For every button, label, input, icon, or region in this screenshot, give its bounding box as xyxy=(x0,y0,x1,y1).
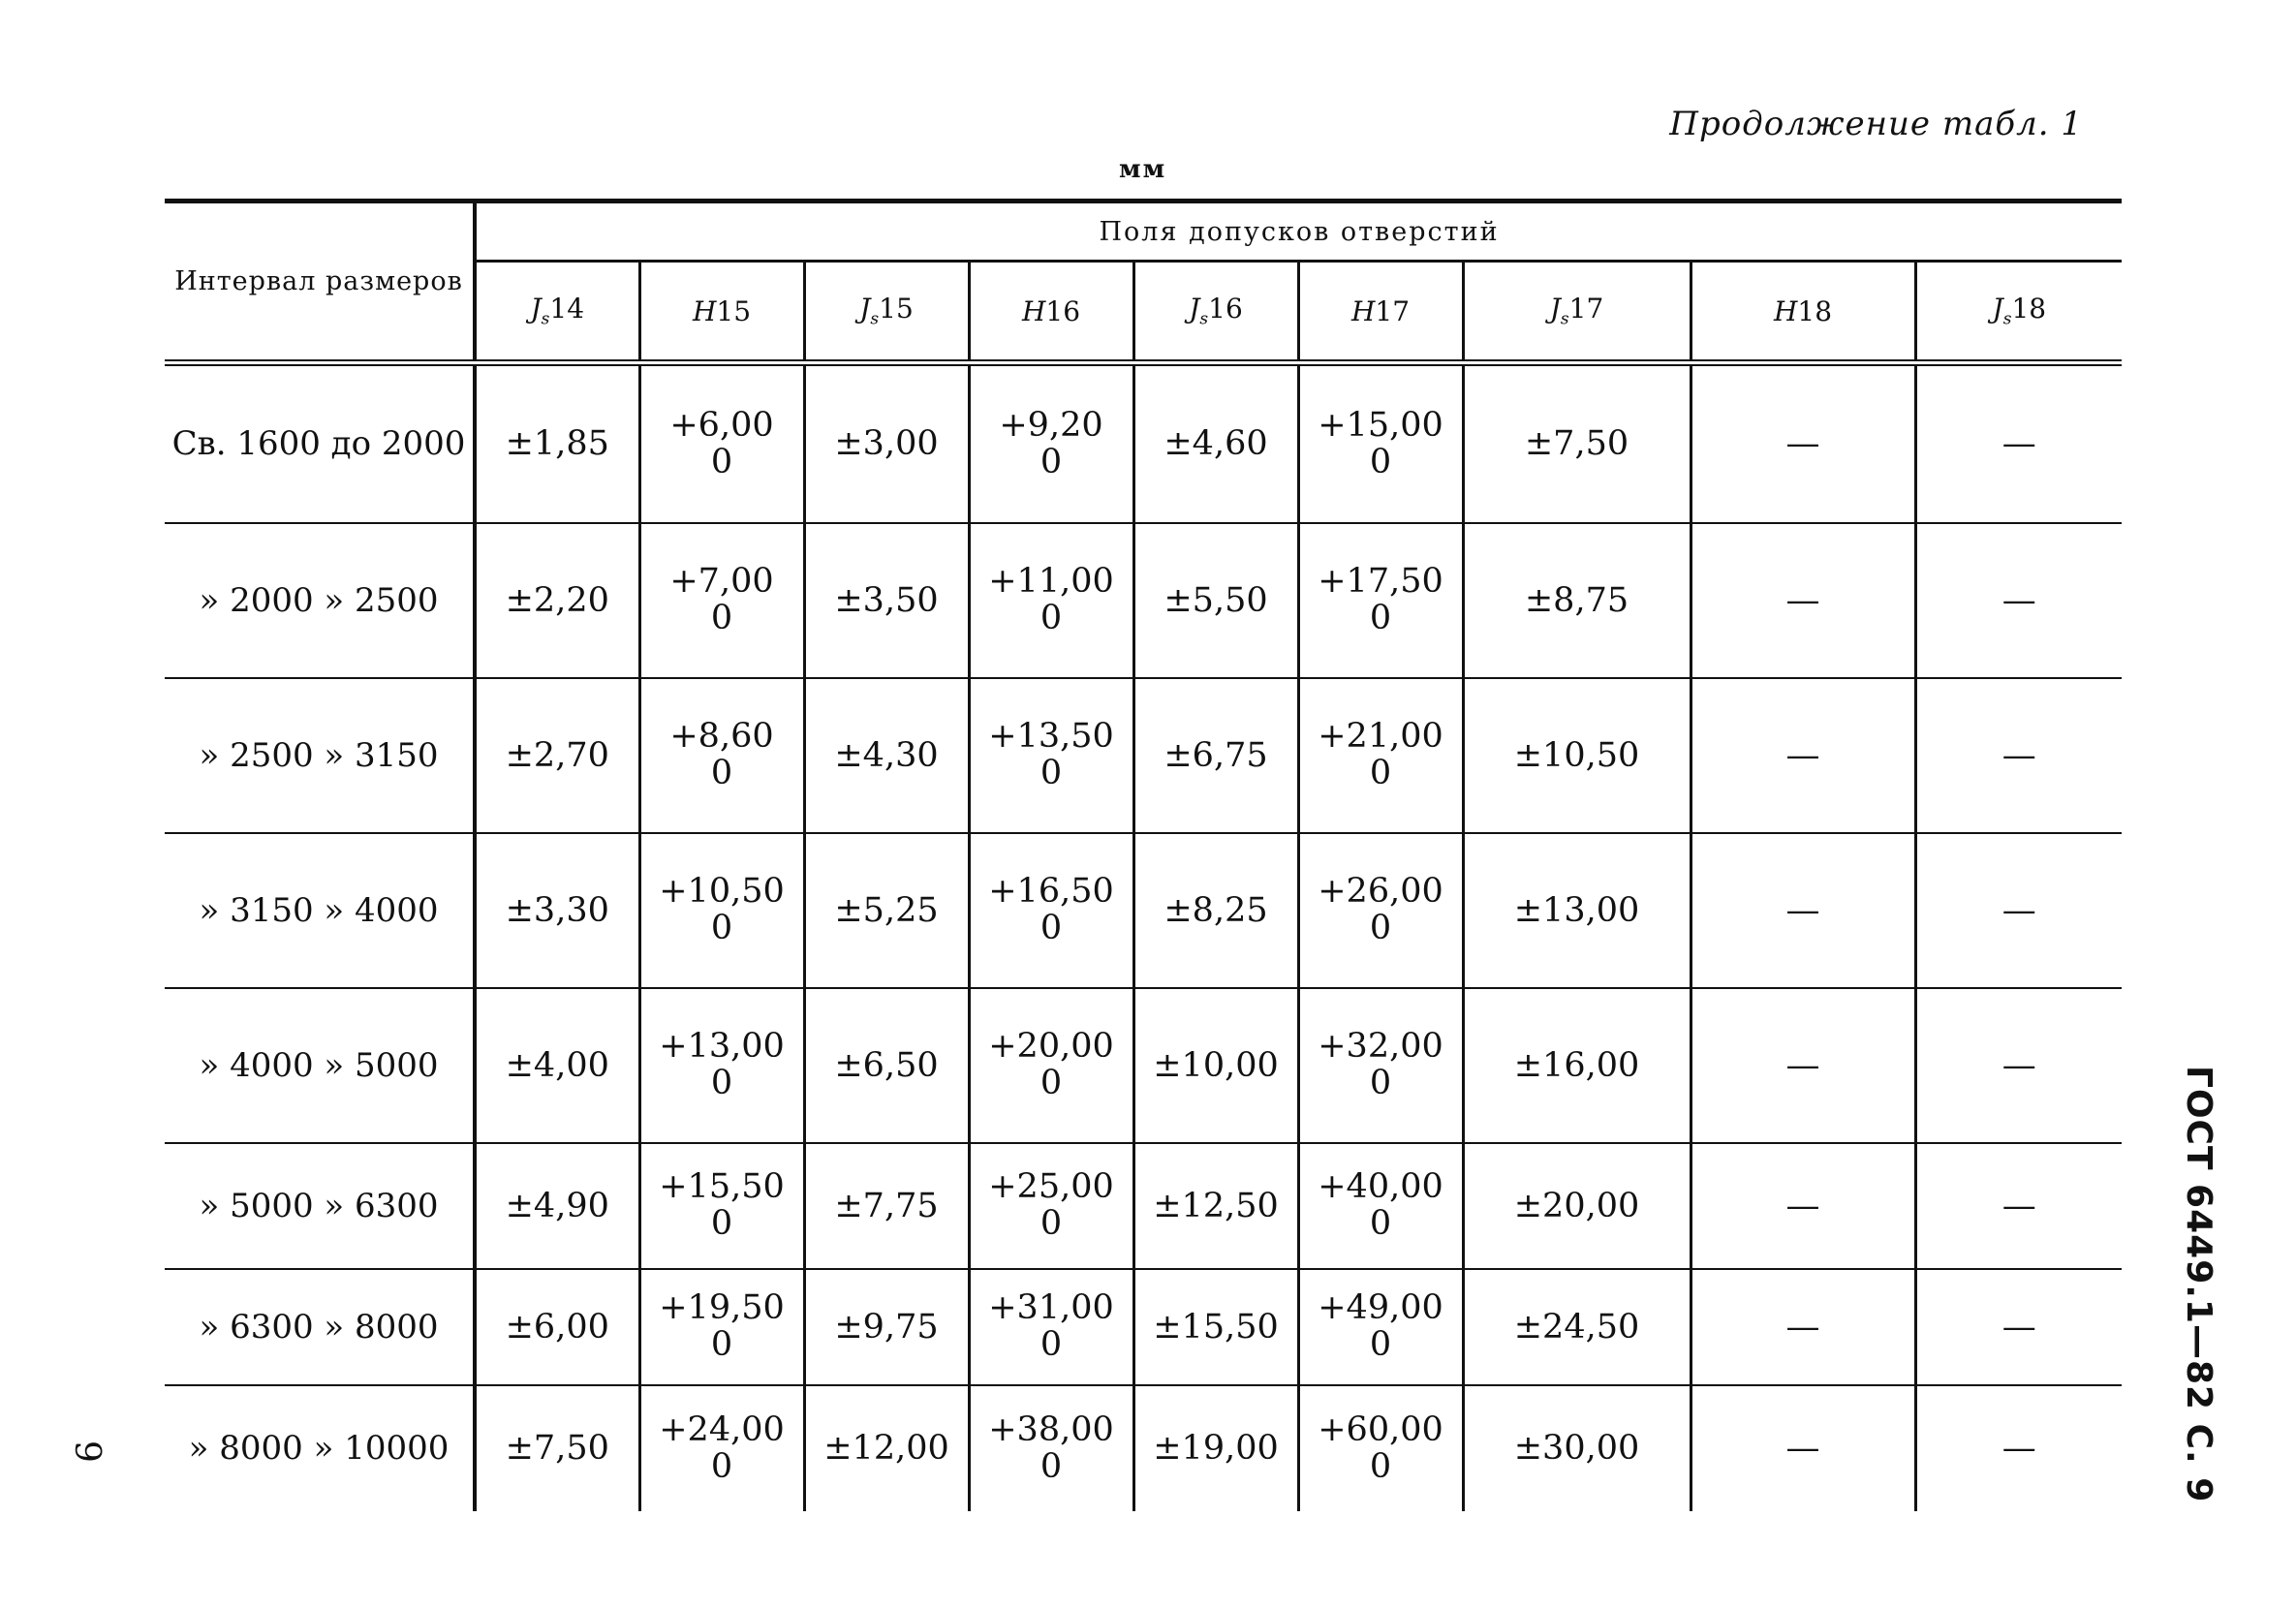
table-row xyxy=(165,523,2122,678)
tolerance-cell-h15: +10,50 0 xyxy=(639,833,804,988)
tolerance-cell-h16: +11,00 0 xyxy=(969,523,1133,678)
tolerance-cell-js17: ±10,50 xyxy=(1463,678,1691,833)
tolerance-cell-js17: ±30,00 xyxy=(1463,1385,1691,1511)
interval-cell: » 3150 » 4000 xyxy=(165,833,475,988)
tolerance-cell-h16: +20,00 0 xyxy=(969,988,1133,1143)
interval-cell: » 8000 » 10000 xyxy=(165,1385,475,1511)
tolerance-cell-h18: — xyxy=(1691,678,1915,833)
tolerance-cell-js14: ±4,90 xyxy=(475,1143,639,1269)
table-row xyxy=(165,678,2122,833)
table-row xyxy=(165,363,2122,523)
continuation-caption: Продолжение табл. 1 xyxy=(1669,105,2083,143)
tolerance-cell-js14: ±2,20 xyxy=(475,523,639,678)
tolerance-cell-js18: — xyxy=(1915,1269,2122,1385)
interval-cell: » 2000 » 2500 xyxy=(165,523,475,678)
tolerance-cell-h16: +9,20 0 xyxy=(969,363,1133,523)
tolerance-cell-js14: ±1,85 xyxy=(475,363,639,523)
tolerance-cell-h17: +21,00 0 xyxy=(1298,678,1463,833)
tolerance-cell-h16: +31,00 0 xyxy=(969,1269,1133,1385)
tolerance-cell-js17: ±20,00 xyxy=(1463,1143,1691,1269)
column-header: H17 xyxy=(1298,262,1463,363)
table-row xyxy=(165,1143,2122,1269)
tolerance-cell-h17: +40,00 0 xyxy=(1298,1143,1463,1269)
tolerance-cell-js16: ±15,50 xyxy=(1133,1269,1298,1385)
interval-cell: » 5000 » 6300 xyxy=(165,1143,475,1269)
tolerance-cell-h15: +7,00 0 xyxy=(639,523,804,678)
tolerance-cell-js16: ±12,50 xyxy=(1133,1143,1298,1269)
tolerance-cell-js16: ±4,60 xyxy=(1133,363,1298,523)
tolerance-table xyxy=(165,199,2122,1511)
tolerance-cell-js17: ±13,00 xyxy=(1463,833,1691,988)
tolerance-cell-h17: +32,00 0 xyxy=(1298,988,1463,1143)
tolerance-cell-js18: — xyxy=(1915,363,2122,523)
tolerance-cell-js18: — xyxy=(1915,988,2122,1143)
interval-cell: » 2500 » 3150 xyxy=(165,678,475,833)
interval-cell: » 4000 » 5000 xyxy=(165,988,475,1143)
tolerance-cell-js15: ±6,50 xyxy=(804,988,969,1143)
unit-label: мм xyxy=(1119,155,1167,184)
tolerance-cell-js16: ±10,00 xyxy=(1133,988,1298,1143)
tolerance-cell-h15: +6,00 0 xyxy=(639,363,804,523)
tolerance-cell-h17: +49,00 0 xyxy=(1298,1269,1463,1385)
tolerance-cell-js15: ±9,75 xyxy=(804,1269,969,1385)
tolerance-cell-h18: — xyxy=(1691,523,1915,678)
tolerance-cell-js15: ±5,25 xyxy=(804,833,969,988)
tolerance-cell-js17: ±16,00 xyxy=(1463,988,1691,1143)
tolerance-cell-js14: ±3,30 xyxy=(475,833,639,988)
tolerance-cell-js18: — xyxy=(1915,523,2122,678)
interval-cell: Св. 1600 до 2000 xyxy=(165,363,475,523)
column-header: $J_s15$ xyxy=(804,262,969,363)
interval-cell: » 6300 » 8000 xyxy=(165,1269,475,1385)
tolerance-cell-js15: ±7,75 xyxy=(804,1143,969,1269)
table-row xyxy=(165,1385,2122,1511)
tolerance-cell-js18: — xyxy=(2001,1429,2036,1468)
column-header: $J_s14$ xyxy=(475,262,639,363)
table-row xyxy=(165,988,2122,1143)
tolerance-cell-js16: ±6,75 xyxy=(1133,678,1298,833)
tolerance-cell-h17: +60,00 0 xyxy=(1298,1385,1463,1511)
tolerance-cell-h18: — xyxy=(1691,1269,1915,1385)
side-document-title: ГОСТ 6449.1—82 С. 9 xyxy=(2179,1066,2218,1503)
tolerance-cell-h18: — xyxy=(1691,1143,1915,1269)
column-header: H16 xyxy=(969,262,1133,363)
tolerance-cell-h18: — xyxy=(1691,833,1915,988)
tolerance-cell-h18: — xyxy=(1691,363,1915,523)
tolerance-cell-js18: — xyxy=(1915,1143,2122,1269)
tolerance-cell-js14: ±6,00 xyxy=(475,1269,639,1385)
tolerance-cell-js17: ±7,50 xyxy=(1463,363,1691,523)
tolerance-cell-js15: ±4,30 xyxy=(804,678,969,833)
tolerance-cell-h15: +15,50 0 xyxy=(639,1143,804,1269)
column-header: $J_s16$ xyxy=(1133,262,1298,363)
table-body xyxy=(165,363,2122,1511)
tolerance-cell-js14: ±7,50 xyxy=(475,1385,639,1511)
tolerance-cell-js14: ±4,00 xyxy=(475,988,639,1143)
tolerance-cell-h15: +24,00 0 xyxy=(639,1385,804,1511)
column-header: H18 xyxy=(1691,262,1915,363)
table-row xyxy=(165,1269,2122,1385)
column-header: $J_s18$ xyxy=(1915,262,2122,363)
tolerance-cell-h15: +8,60 0 xyxy=(639,678,804,833)
tolerance-cell-h16: +16,50 0 xyxy=(969,833,1133,988)
column-header: H15 xyxy=(639,262,804,363)
tolerance-cell-h18: — xyxy=(1691,988,1915,1143)
tolerance-cell-js15: ±12,00 xyxy=(804,1385,969,1511)
group-header: Поля допусков отверстий xyxy=(475,201,2122,262)
tolerance-cell-js18: — xyxy=(1915,833,2122,988)
tolerance-cell-h16: +38,00 0 xyxy=(969,1385,1133,1511)
tolerance-cell-h18: — xyxy=(1691,1385,1915,1511)
tolerance-cell-js18: — xyxy=(1915,678,2122,833)
tolerance-cell-js16: ±19,00 xyxy=(1133,1385,1298,1511)
tolerance-cell-h16: +25,00 0 xyxy=(969,1143,1133,1269)
page-number: 9 xyxy=(66,1440,107,1463)
column-header: $J_s17$ xyxy=(1463,262,1691,363)
tolerance-cell-h17: +26,00 0 xyxy=(1298,833,1463,988)
tolerance-cell-js16: ±8,25 xyxy=(1133,833,1298,988)
tolerance-cell-js17: ±8,75 xyxy=(1463,523,1691,678)
tolerance-cell-js17: ±24,50 xyxy=(1463,1269,1691,1385)
tolerance-cell-h17: +15,00 0 xyxy=(1298,363,1463,523)
tolerance-cell-h15: +13,00 0 xyxy=(639,988,804,1143)
tolerance-cell-js15: ±3,50 xyxy=(804,523,969,678)
tolerance-cell-h17: +17,50 0 xyxy=(1298,523,1463,678)
tolerance-cell-js16: ±5,50 xyxy=(1133,523,1298,678)
interval-header: Интервал размеров xyxy=(165,201,475,363)
tolerance-cell-h15: +19,50 0 xyxy=(639,1269,804,1385)
table-row xyxy=(165,833,2122,988)
tolerance-cell-h16: +13,50 0 xyxy=(969,678,1133,833)
tolerance-cell-js14: ±2,70 xyxy=(475,678,639,833)
tolerance-cell-js15: ±3,00 xyxy=(804,363,969,523)
